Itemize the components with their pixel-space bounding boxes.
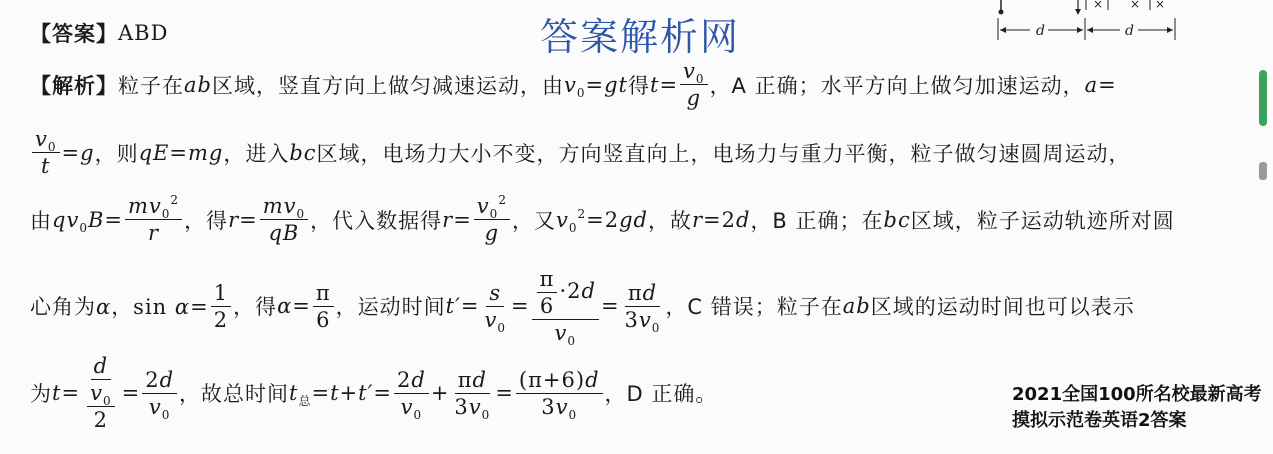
analysis-line-5: 为 t= $\frac{d}{\frac{v_0}{2}}$ = $\frac{2d}{v_0}$ ，故总时间 $t_总=t+t'=$ $\frac{2d}{v_0}$ + $\frac{\pi d}{3v_0}$ = $\frac{(\pi+6)d}{3v_0}$ ，D 正确。 xyxy=(30,354,718,433)
scrollbar-thumb[interactable] xyxy=(1259,70,1267,126)
formula: t= xyxy=(52,381,81,406)
svg-text:d: d xyxy=(1036,23,1045,39)
analysis-line-1: 【解析】 粒子在 ab 区域，竖直方向上做匀减速运动，由 $v_0=gt$ 得 t= $\frac{v_0}{g}$ ，A 正确；水平方向上做匀加速运动， a= xyxy=(30,59,1117,111)
formula: $v_0=gt$ xyxy=(563,72,628,100)
fraction: $\frac{\pi d}{3v_0}$ xyxy=(624,280,661,335)
fraction: $\frac{v_0^2}{g}$ xyxy=(474,195,510,244)
formula: t′= xyxy=(445,294,480,319)
formula: r=2d xyxy=(691,207,751,232)
formula: a= xyxy=(1084,72,1117,97)
formula: $t_总=t+t'=$ xyxy=(289,381,392,409)
fraction: $\frac{mv_0}{qB}$ xyxy=(260,195,308,244)
fraction: $\frac{\pi d}{3v_0}$ xyxy=(454,367,491,422)
fraction: $\frac{v_0}{g}$ xyxy=(680,60,708,109)
analysis-line-4: 心角为 α，sin α= $\frac{1}{2}$ ，得 α= $\frac{\pi}{6}$ ，运动时间 t′= $\frac{s}{v_0}$ = $\frac{\pi}{6}$ ·2d $v_0$ = $\frac{\pi d}{3v_0}$ ，C 错误；粒子在 ab 区域的运动时间也可以表示 xyxy=(30,267,1135,349)
formula: r= xyxy=(442,207,472,232)
fraction: $\frac{s}{v_0}$ xyxy=(484,280,507,335)
svg-text:d: d xyxy=(1125,23,1134,39)
analysis-line-2: $\frac{v_0}{t}$ =g ，则 qE=mg ，进入 bc 区域，电场力大小不变，方向竖直向上，电场力与重力平衡，粒子做匀速圆周运动， xyxy=(30,128,1131,177)
footer-caption: 2021全国100所名校最新高考摸拟示范卷英语2答案 xyxy=(1012,384,1262,431)
diagram-fragment xyxy=(990,0,1190,45)
fraction: $\frac{1}{2}$ xyxy=(211,282,231,331)
answer-line xyxy=(30,18,168,48)
scrollbar-button[interactable] xyxy=(1259,162,1267,180)
analysis-line-3: 由 $qv_0B=$ $\frac{mv_0^2}{r}$ ，得 r= $\frac{mv_0}{qB}$ ，代入数据得 r= $\frac{v_0^2}{g}$ ，又 $v_0^2=2gd$ ，故 r=2d ，B 正确；在 bc 区域，粒子运动轨迹所对圆 xyxy=(30,193,1175,246)
fraction: $\frac{mv_0^2}{r}$ xyxy=(125,195,182,244)
formula: =g xyxy=(61,140,95,165)
formula: r= xyxy=(228,207,258,232)
fraction: $\frac{\pi}{6}$ ·2d $v_0$ xyxy=(532,268,599,344)
formula: $qv_0B=$ xyxy=(52,207,123,235)
fraction: $\frac{\pi}{6}$ xyxy=(313,282,334,331)
svg-text:×: × xyxy=(1155,0,1166,11)
answer-value: ABD xyxy=(118,21,169,45)
formula: qE=mg xyxy=(138,140,224,165)
fraction: $\frac{(\pi+6)d}{3v_0}$ xyxy=(516,369,603,418)
formula: α= xyxy=(277,294,311,319)
analysis-label: 【解析】 xyxy=(30,73,118,98)
answer-label: 【答案】 xyxy=(30,22,118,46)
fraction: $\frac{v_0}{t}$ xyxy=(32,128,60,177)
fraction: $\frac{2d}{v_0}$ xyxy=(394,369,429,418)
fraction: $\frac{2d}{v_0}$ xyxy=(142,369,177,418)
svg-text:×: × xyxy=(1130,0,1141,11)
svg-text:×: × xyxy=(1093,0,1104,11)
formula: t= xyxy=(649,72,679,97)
watermark: 答案解析网 xyxy=(540,15,741,59)
formula: α，sin α= xyxy=(96,295,209,320)
fraction: $\frac{d}{\frac{v_0}{2}}$ xyxy=(82,355,120,431)
formula: $v_0^2=2gd$ xyxy=(555,206,648,235)
